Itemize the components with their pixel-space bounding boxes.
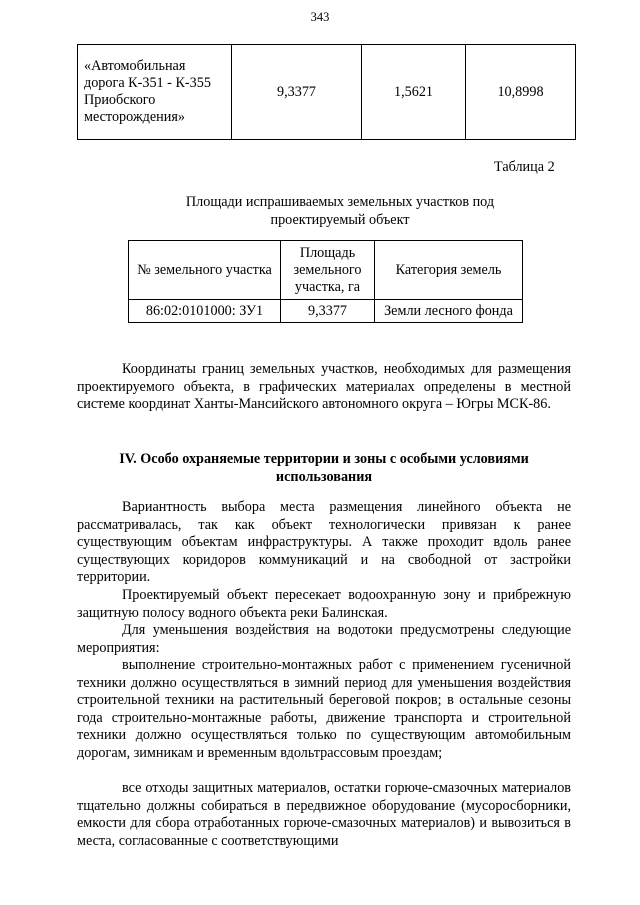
table-cell-value: 9,3377 [232,45,362,140]
paragraph-coordinates: Координаты границ земельных участков, необходимых для размещения проектируемого объекта, в графических материалах определены в местной системе координат Ханты-Мансийского автономного округа – Югры МСК-86. [77,361,571,413]
paragraph: выполнение строительно-монтажных работ с применением гусеничной техники должно осуществляться в зимний период для уменьшения воздействия строительной техники на растительный береговой покров; в остальные сезоны года строительно-монтажные работы, движение транспорта и строительной техники должно осуществляться только по существующим автомобильным дорогам, зимникам и временным вдольтрассовым проездам; [77,657,571,761]
column-header-plot-number: № земельного участка [129,241,281,300]
column-header-category: Категория земель [375,241,523,300]
table-cell-plot-number: 86:02:0101000: ЗУ1 [129,300,281,323]
section-heading: IV. Особо охраняемые территории и зоны с особыми условиями использования [119,451,529,485]
column-header-area: Площадь земельного участка, га [281,241,375,300]
table-cell-area: 9,3377 [281,300,375,323]
table-road-areas [77,44,576,140]
table-cell-object-name: «Автомобильная дорога К-351 - К-355 Приобского месторождения» [78,45,232,140]
page-number: 343 [310,10,330,24]
paragraph: Проектируемый объект пересекает водоохранную зону и прибрежную защитную полосу водного объекта реки Балинская. [77,587,571,621]
table-header-row [129,241,523,300]
paragraph: все отходы защитных материалов, остатки горюче-смазочных материалов тщательно должны собираться в передвижное оборудование (мусоросборники, емкости для сбора отработанных горюче-смазочных материалов) и вывозиться в места, согласованные с соответствующими [77,780,571,849]
table-row [129,300,523,323]
paragraph: Вариантность выбора места размещения линейного объекта не рассматривалась, так как объект технологически привязан к ранее существующим объектам инфраструктуры. А также проходит вдоль ранее существующих коридоров коммуникаций и на свободной от застройки территории. [77,499,571,586]
table-land-plots [128,240,523,323]
paragraph: Для уменьшения воздействия на водотоки предусмотрены следующие мероприятия: [77,622,571,656]
table-cell-value: 1,5621 [362,45,466,140]
table-title: Площади испрашиваемых земельных участков под проектируемый объект [185,194,495,228]
table-cell-value: 10,8998 [466,45,576,140]
table-row [78,45,576,140]
table-label: Таблица 2 [494,159,555,175]
table-cell-category: Земли лесного фонда [375,300,523,323]
